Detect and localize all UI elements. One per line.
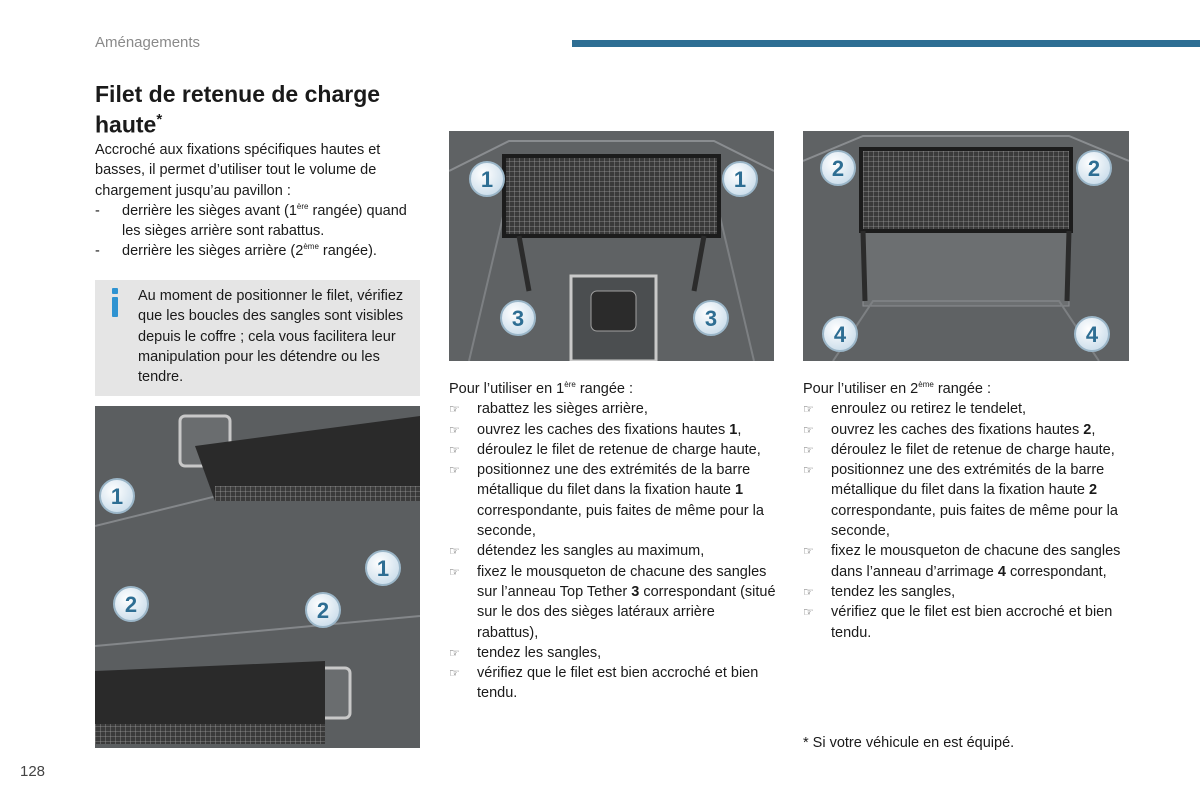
hand-pointer-icon: ☞	[449, 422, 460, 437]
step-item: ☞ fixez le mousqueton de chacune des sangles dans l’anneau d’arrimage 4 correspondant,	[803, 543, 1121, 580]
title-text: Filet de retenue de charge haute	[95, 81, 381, 138]
illus1-callout-1-left	[470, 162, 504, 196]
illus1-callout-3-left	[501, 301, 535, 335]
svg-text:2: 2	[1087, 156, 1101, 181]
hand-pointer-icon: ☞	[449, 544, 460, 559]
step-item: ☞ vérifiez que le filet est bien accroché et bien tendu.	[803, 604, 1113, 641]
illus1-callout-3-right	[694, 301, 728, 335]
illus3-callout-1-mid	[366, 551, 400, 585]
page-title	[95, 82, 425, 138]
illus2-callout-4-right	[1075, 317, 1109, 351]
hand-pointer-icon: ☞	[803, 422, 814, 437]
svg-text:2: 2	[316, 598, 330, 623]
step-item: ☞ ouvrez les caches des fixations hautes 2,	[803, 420, 1133, 440]
step-item: ☞ tendez les sangles,	[803, 582, 1133, 602]
step-item: ☞ positionnez une des extrémités de la barre métallique du filet dans la fixation haute 1 correspondante, puis faites de même pour la seconde,	[449, 462, 764, 540]
svg-text:1: 1	[480, 167, 494, 192]
intro-paragraph: Accroché aux fixations spécifiques hautes et basses, il permet d’utiliser tout le volume de chargement jusqu’au pavillon :	[95, 142, 381, 199]
intro-block	[95, 140, 415, 262]
step-item: ☞ déroulez le filet de retenue de charge haute,	[449, 440, 779, 460]
illustration-first-row	[449, 131, 774, 361]
title-asterisk: *	[156, 111, 163, 128]
hand-pointer-icon: ☞	[803, 402, 814, 417]
instructions-second-row-lead: Pour l’utiliser en 2ème rangée :	[803, 380, 992, 397]
info-box	[95, 280, 420, 396]
illus2-callout-4-left	[823, 317, 857, 351]
svg-text:3: 3	[704, 306, 718, 331]
hand-pointer-icon: ☞	[803, 544, 814, 559]
section-title: Aménagements	[95, 34, 201, 51]
hand-pointer-icon: ☞	[803, 463, 814, 478]
instructions-second-row	[803, 379, 1133, 643]
svg-text:1: 1	[110, 484, 124, 509]
illus3-callout-2-left	[114, 587, 148, 621]
svg-text:4: 4	[833, 322, 847, 347]
intro-list	[95, 201, 415, 262]
hand-pointer-icon: ☞	[449, 564, 460, 579]
intro-item-front: - derrière les sièges avant (1ère rangée) quand les sièges arrière sont rabattus.	[95, 201, 415, 242]
hand-pointer-icon: ☞	[449, 463, 460, 478]
hand-pointer-icon: ☞	[803, 442, 814, 457]
hand-pointer-icon: ☞	[449, 666, 460, 681]
header-accent-bar	[572, 40, 1200, 47]
svg-text:4: 4	[1085, 322, 1099, 347]
step-item: ☞ positionnez une des extrémités de la barre métallique du filet dans la fixation haute 2 correspondante, puis faites de même pour la seconde,	[803, 462, 1118, 540]
svg-text:2: 2	[831, 156, 845, 181]
svg-text:3: 3	[511, 306, 525, 331]
instructions-first-row-lead: Pour l’utiliser en 1ère rangée :	[449, 380, 634, 397]
instructions-second-row-steps	[803, 399, 1133, 643]
illus3-callout-2-right	[306, 593, 340, 627]
instructions-first-row-steps	[449, 399, 779, 703]
step-item: ☞ tendez les sangles,	[449, 643, 779, 663]
illus1-callout-1-right	[723, 162, 757, 196]
step-item: ☞ enroulez ou retirez le tendelet,	[803, 399, 1133, 419]
hand-pointer-icon: ☞	[803, 584, 814, 599]
step-item: ☞ détendez les sangles au maximum,	[449, 541, 779, 561]
illustration-fixations	[95, 406, 420, 748]
hand-pointer-icon: ☞	[449, 442, 460, 457]
step-item: ☞ vérifiez que le filet est bien accroché et bien tendu.	[449, 665, 759, 702]
illustration-second-row	[803, 131, 1129, 361]
hand-pointer-icon: ☞	[803, 605, 814, 620]
step-item: ☞ déroulez le filet de retenue de charge haute,	[803, 440, 1133, 460]
illus2-callout-2-right	[1077, 151, 1111, 185]
svg-text:2: 2	[124, 592, 138, 617]
svg-text:1: 1	[733, 167, 747, 192]
info-text: Au moment de positionner le filet, vérifiez que les boucles des sangles sont visibles depuis le coffre ; cela vous facilitera leur manipulation pour les détendre ou les tendre.	[138, 288, 404, 386]
hand-pointer-icon: ☞	[449, 645, 460, 660]
instructions-first-row	[449, 379, 779, 704]
step-item: ☞ fixez le mousqueton de chacune des sangles sur l’anneau Top Tether 3 correspondant (situé sur le dos des sièges latéraux arrière rabattus),	[449, 563, 776, 641]
illus3-callout-1-top	[100, 479, 134, 513]
step-item: ☞ rabattez les sièges arrière,	[449, 399, 779, 419]
illus2-callout-2-left	[821, 151, 855, 185]
hand-pointer-icon: ☞	[449, 402, 460, 417]
intro-item-rear: - derrière les sièges arrière (2ème rangée).	[95, 241, 415, 261]
footnote: * Si votre véhicule en est équipé.	[803, 735, 1015, 751]
svg-text:1: 1	[376, 556, 390, 581]
step-item: ☞ ouvrez les caches des fixations hautes 1,	[449, 420, 779, 440]
page-number: 128	[20, 763, 46, 780]
